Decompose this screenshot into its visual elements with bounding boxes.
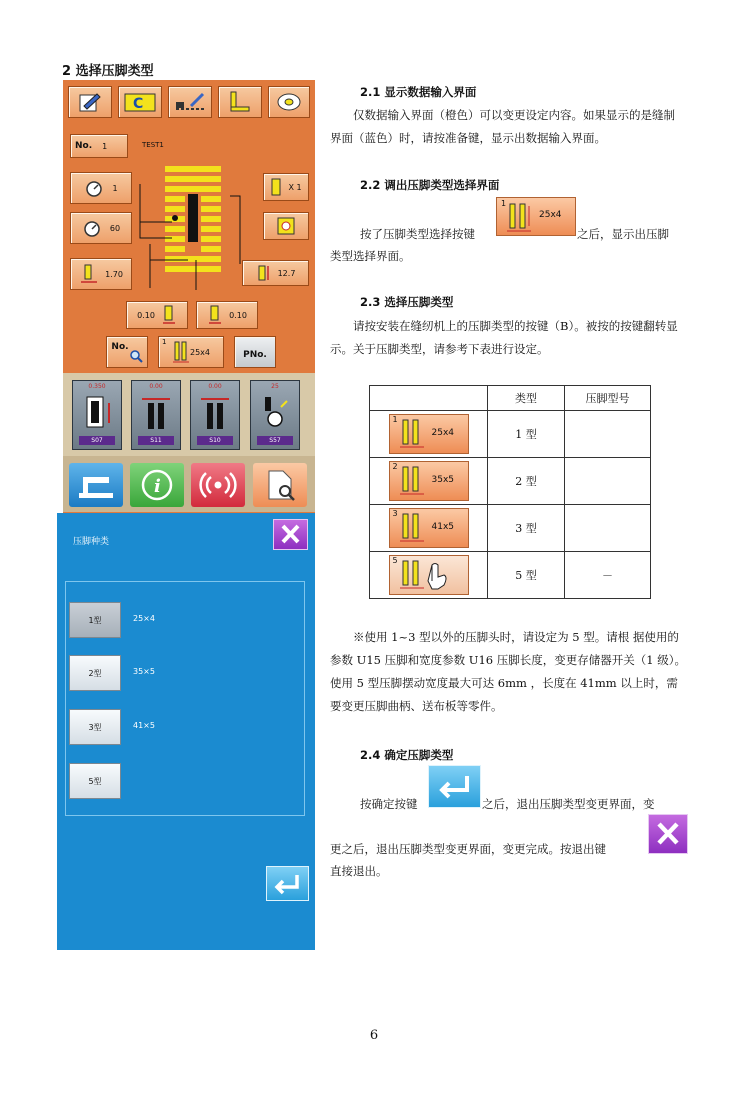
section-2-4-line3: 直接退出。 — [330, 864, 388, 878]
table-row-image — [370, 458, 488, 505]
presser-foot-icon — [172, 340, 190, 364]
table-header-image — [370, 386, 488, 411]
gauge-icon — [84, 178, 104, 198]
sewing-machine-icon — [69, 463, 123, 507]
offset-right-icon — [207, 304, 223, 326]
row-num: 2 — [392, 462, 398, 471]
presser-lift-icon — [225, 90, 255, 114]
pattern-number: 1 — [102, 141, 108, 151]
section-2-2-post: 之后，显示出压脚 — [577, 227, 669, 241]
table-row-image — [370, 552, 488, 599]
bobbin-winder-button[interactable] — [268, 86, 310, 118]
s11-value: 0.00 — [149, 383, 163, 390]
s07-value: 0.350 — [88, 383, 106, 390]
section-2-4-line2: 更之后，退出压脚类型变更界面，变更完成。按退出键 — [330, 842, 606, 856]
section-2-1-body: 仅数据输入界面（橙色）可以变更设定内容。如果显示的是缝制界面（蓝色）时，请按准备键，显示出数据输入界面。 — [330, 108, 675, 145]
table-row-image — [370, 411, 488, 458]
row-size: 41x5 — [431, 522, 455, 532]
s07-icon — [73, 393, 121, 433]
s07-label: S07 — [79, 436, 115, 445]
stitch-edit-button[interactable] — [168, 86, 212, 118]
length-button[interactable] — [70, 258, 132, 290]
section-2-3-body: 请按安装在缝纫机上的压脚类型的按键（B）。被按的按键翻转显示。关于压脚类型，请参考下表进行设定。 — [330, 319, 678, 356]
table-cell-type: 5 型 — [488, 552, 565, 599]
communication-button[interactable] — [191, 463, 245, 507]
scale-value: X 1 — [288, 182, 302, 192]
s10-button[interactable] — [190, 380, 240, 450]
thread-tension-button[interactable] — [263, 212, 309, 240]
screen-title: 压脚种类 — [73, 537, 110, 547]
gauge-icon — [82, 218, 102, 238]
pattern-preview — [130, 160, 260, 300]
row-size: 35x5 — [431, 475, 455, 485]
presser-foot-icon — [505, 200, 535, 236]
table-row — [370, 458, 651, 505]
section-2-2-title: 2.2 调出压脚类型选择界面 — [360, 178, 500, 192]
s11-icon — [132, 393, 180, 433]
speed-button[interactable] — [70, 212, 132, 244]
type-1-size: 25×4 — [133, 614, 155, 623]
file-search-icon — [253, 463, 307, 507]
enter-icon — [429, 766, 480, 807]
close-icon — [274, 520, 307, 549]
offset-left-button[interactable] — [126, 301, 188, 329]
s57-icon — [251, 393, 299, 433]
width-value: 12.7 — [277, 268, 296, 278]
note-paragraph: ※使用 1~3 型以外的压脚头时，请设定为 5 型。请根 据使用的参数 U15 压脚和宽度参数 U16 压脚长度，变更存储器开关（1 级）。使用 5 型压脚摆动宽度最大可达 6mm ，长度在 41mm 以上时，需要变更压脚曲柄、送布板等零件。 — [330, 630, 686, 713]
offset-right-value: 0.10 — [229, 310, 247, 320]
presser-foot-hand-icon — [398, 557, 458, 593]
stitch-count-button[interactable] — [70, 172, 132, 204]
s57-button[interactable] — [250, 380, 300, 450]
presser-type-button[interactable] — [158, 336, 224, 368]
length-icon — [79, 263, 99, 285]
info-icon — [130, 463, 184, 507]
table-row — [370, 552, 651, 599]
pno-label: PNo. — [243, 350, 267, 360]
section-2-4-post: 之后，退出压脚类型变更界面，变 — [482, 797, 655, 811]
table-cell-type: 2 型 — [488, 458, 565, 505]
row-num: 5 — [392, 556, 398, 565]
table-header-type: 类型 — [488, 386, 565, 411]
s11-label: S11 — [138, 436, 174, 445]
pattern-search-button[interactable] — [106, 336, 148, 368]
section-2-2-pre: 按了压脚类型选择按键 — [360, 227, 475, 241]
presser-type-num: 1 — [162, 338, 167, 346]
table-row — [370, 505, 651, 552]
offset-left-value: 0.10 — [137, 310, 155, 320]
presser-foot-icon — [398, 463, 428, 499]
s57-value: 25 — [271, 383, 279, 390]
section-heading: 2 选择压脚类型 — [62, 64, 154, 79]
presser-foot-icon — [398, 510, 428, 546]
type-2-size: 35×5 — [133, 667, 155, 676]
table-row-image — [370, 505, 488, 552]
stitch-count-value: 1 — [112, 183, 118, 193]
s57-label: S57 — [257, 436, 293, 445]
presser-type-screen — [57, 513, 315, 950]
close-button[interactable] — [273, 519, 308, 550]
svg-text:C: C — [133, 96, 144, 112]
pattern-number-button[interactable] — [70, 134, 128, 158]
table-header-model: 压脚型号 — [565, 386, 651, 411]
table-cell-model — [565, 505, 651, 552]
table-cell-model: － — [565, 552, 651, 599]
s07-button[interactable] — [72, 380, 122, 450]
s11-button[interactable] — [131, 380, 181, 450]
svg-text:i: i — [154, 476, 161, 497]
file-search-button[interactable] — [253, 463, 307, 507]
info-button[interactable] — [130, 463, 184, 507]
presser-type-size: 25x4 — [189, 347, 210, 357]
section-2-4-pre: 按确定按键 — [360, 797, 418, 811]
section-2-1-title: 2.1 显示数据输入界面 — [360, 85, 477, 99]
table-cell-model — [565, 411, 651, 458]
presser-type-select-button — [496, 197, 576, 236]
table-row — [370, 411, 651, 458]
table-cell-type: 3 型 — [488, 505, 565, 552]
row-num: 3 — [392, 509, 398, 518]
row-num: 1 — [392, 415, 398, 424]
section-2-4-title: 2.4 确定压脚类型 — [360, 748, 454, 762]
table-cell-model — [565, 458, 651, 505]
enter-icon — [267, 867, 308, 900]
presser-lift-button[interactable] — [218, 86, 262, 118]
s10-value: 0.00 — [208, 383, 222, 390]
section-2-3-title: 2.3 选择压脚类型 — [360, 295, 454, 309]
no-search-label: No. — [111, 342, 129, 352]
type-3-size: 41×5 — [133, 721, 155, 730]
copy-icon — [123, 91, 157, 113]
page-number: 6 — [369, 1028, 379, 1043]
magnifier-icon — [129, 349, 143, 363]
edit-icon-button[interactable] — [68, 86, 112, 118]
table-cell-type: 1 型 — [488, 411, 565, 458]
sewing-mode-button[interactable] — [69, 463, 123, 507]
enter-button[interactable] — [266, 866, 309, 901]
type-1-button[interactable]: 1型 — [69, 602, 121, 638]
offset-right-button[interactable] — [196, 301, 258, 329]
row-size: 25x4 — [431, 428, 455, 438]
close-icon — [649, 815, 687, 853]
btn-size: 25x4 — [539, 210, 562, 220]
bobbin-icon — [274, 90, 304, 114]
offset-left-icon — [161, 304, 177, 326]
edit-icon — [77, 91, 103, 113]
scale-icon — [270, 177, 282, 197]
length-value: 1.70 — [105, 269, 123, 279]
type-3-button[interactable]: 3型 — [69, 709, 121, 745]
pno-button[interactable] — [234, 336, 276, 368]
communication-icon — [191, 463, 245, 507]
tension-icon — [275, 216, 297, 236]
exit-key-image — [648, 814, 688, 854]
pattern-name: TEST1 — [142, 141, 164, 149]
presser-type-table — [369, 385, 651, 599]
s10-label: S10 — [197, 436, 233, 445]
type-2-button[interactable]: 2型 — [69, 655, 121, 691]
section-2-2-line2: 类型选择界面。 — [330, 249, 411, 263]
presser-foot-icon — [398, 416, 428, 452]
no-label: No. — [75, 141, 93, 151]
btn-num: 1 — [501, 199, 507, 208]
copy-button[interactable] — [118, 86, 162, 118]
speed-value: 60 — [109, 223, 121, 233]
scale-button[interactable] — [263, 173, 309, 201]
enter-key-image — [428, 765, 481, 808]
s10-icon — [191, 393, 239, 433]
type-5-button[interactable]: 5型 — [69, 763, 121, 799]
stitch-icon — [173, 91, 207, 113]
